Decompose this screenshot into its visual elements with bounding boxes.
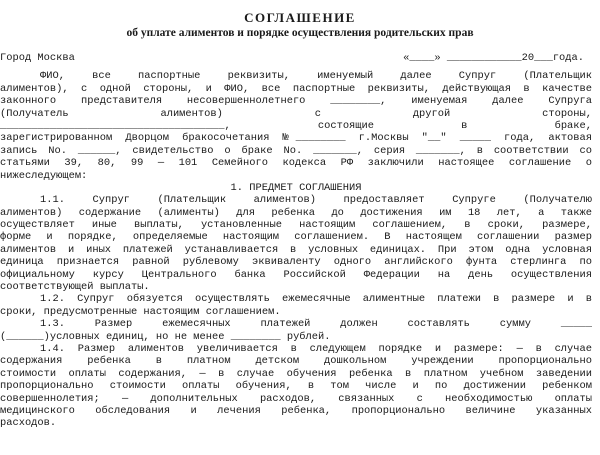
clause-1-2 [0,293,592,318]
text-line: нижеследующем: [0,169,88,182]
text-line: 1.4. Размер алиментов увеличивается в следующем порядке и размере: — в случае [40,342,592,355]
clause-1-1 [0,194,592,293]
text-line: форме и порядке, определяемые настоящим соглашением. В настоящем соглашении размер [0,231,592,244]
text-line: стоимости оплаты содержания, — в случае обучения ребенка в платном учебном заведении [0,367,592,380]
text-line: содержания ребенка в платном детском дошкольном учреждении пропорционально [0,355,592,368]
text-line: пропорционально стоимости оплаты обучения, в том числе и по достижении ребенком [0,380,592,393]
clause-1-3 [0,318,592,343]
text-line: 1.3. Размер ежемесячных платежей должен составлять сумму _____ [40,318,592,331]
preamble-paragraph [0,70,592,182]
text-line: ____________________________________, состоящие в браке, [0,119,592,132]
text-line: (______)условных единиц, но не менее ________ рублей. [0,330,331,343]
clause-1-4 [0,343,592,430]
text-line: (Получатель алиментов) с другой стороны, [0,107,592,120]
text-line: официальному курсу Центрального банка Российской Федерации на день осуществления [0,268,592,281]
text-line: алиментов), с одной стороны, и ФИО, все паспортные реквизиты, действующая в качестве [0,82,592,95]
text-line: ФИО, все паспортные реквизиты, именуемый далее Супруг (Плательщик [40,70,592,83]
text-line: статьями 39, 80, 99 — 101 Семейного кодекса РФ заключили настоящее соглашение о [0,157,592,170]
text-line: осуществляет иные выплаты, установленные настоящим соглашением, в сроки, размере, [0,219,592,232]
text-line: 1.2. Супруг обязуется осуществлять ежемесячные алиментные платежи в размере и в [40,293,592,306]
text-line: единица признается равной рублевому эквиваленту одного английского фунта стерлинга по [0,256,592,269]
text-line: совершеннолетия; — дополнительных расходов, связанных с необходимостью оплаты [0,392,592,405]
text-line: 1.1. Супруг (Плательщик алиментов) предоставляет Супруге (Получателю [40,194,592,207]
text-line: расходов. [0,417,57,430]
text-line: медицинского обследования и лечения ребенка, пропорционально величине указанных [0,404,592,417]
date-text: «____» ____________20___года. [403,52,584,64]
document-subtitle: об уплате алиментов и порядке осуществления родительских прав [126,27,474,39]
text-line: алиментов и иных платежей устанавливается в условных единицах. При этом одна условная [0,243,592,256]
text-line: сроки, предусмотренные настоящим соглашением. [0,305,281,318]
text-line: алиментов) содержание (алименты) для ребенка до достижения им 18 лет, а также [0,206,592,219]
place-date-line [0,52,592,64]
document-title: СОГЛАШЕНИЕ [244,10,356,25]
city-text: Город Москва [0,52,75,64]
text-line: соответствующей выплаты. [0,281,150,294]
text-line: законного представителя несовершеннолетнего ________, именуемая далее Супруга [0,95,592,108]
text-line: запись No. ______, свидетельство о браке No. _______, серия _______, в соответствии со [0,144,592,157]
document-body [0,52,592,430]
text-line: зарегистрированном Дворцом бракосочетания №________ г.Москвы "__" _____ года, актовая [0,132,592,145]
section-heading: 1. ПРЕДМЕТ СОГЛАШЕНИЯ [230,181,362,194]
